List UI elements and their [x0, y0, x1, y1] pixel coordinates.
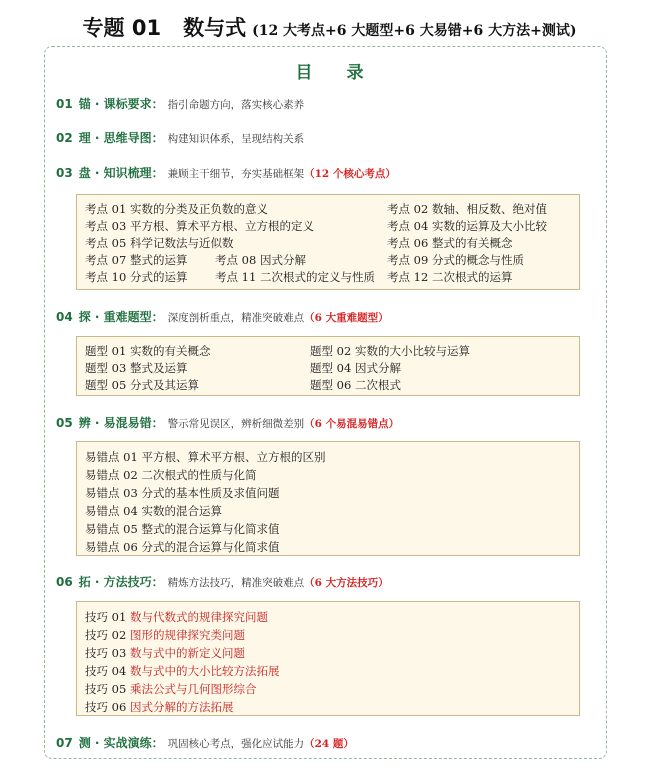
section-number: 03 — [56, 166, 73, 180]
section-desc: 精炼方法技巧，精准突破难点 — [167, 577, 305, 589]
section-number: 04 — [56, 310, 73, 324]
section-03[interactable] — [56, 164, 396, 181]
kaodian-item[interactable]: 考点 11 二次根式的定义与性质 — [215, 270, 375, 284]
yicuo-item[interactable]: 易错点 05 整式的混合运算与化简求值 — [85, 522, 280, 536]
section-desc: 指引命题方向，落实核心素养 — [167, 99, 305, 111]
tixing-item[interactable]: 题型 03 整式及运算 — [85, 361, 188, 375]
title-topic: 数与式 — [183, 16, 247, 40]
section-label: 辨 · 易混易错： — [78, 416, 164, 430]
jiqiao-item[interactable] — [85, 627, 245, 643]
kaodian-item[interactable]: 考点 04 实数的运算及大小比较 — [387, 219, 547, 233]
section-desc: 警示常见误区，辨析细微差别 — [167, 418, 305, 430]
section-label: 探 · 重难题型： — [78, 310, 164, 324]
section-desc: 兼顾主干细节，夯实基础框架 — [167, 168, 305, 180]
section-05[interactable] — [56, 414, 399, 431]
section-label: 拓 · 方法技巧： — [78, 575, 164, 589]
jiqiao-item[interactable] — [85, 609, 268, 625]
jiqiao-prefix: 技巧 01 — [85, 610, 127, 624]
jiqiao-prefix: 技巧 04 — [85, 664, 127, 678]
yicuo-item[interactable]: 易错点 02 二次根式的性质与化简 — [85, 468, 257, 482]
section-07[interactable] — [56, 734, 354, 751]
jiqiao-item[interactable] — [85, 681, 256, 697]
kaodian-item[interactable]: 考点 06 整式的有关概念 — [387, 236, 513, 250]
yicuo-item[interactable]: 易错点 03 分式的基本性质及求值问题 — [85, 486, 280, 500]
section-number: 02 — [56, 131, 73, 145]
kaodian-box — [76, 194, 580, 290]
section-04[interactable] — [56, 308, 389, 325]
section-count-note: （6 大重难题型） — [304, 312, 389, 324]
section-number: 01 — [56, 97, 73, 111]
kaodian-item[interactable]: 考点 02 数轴、相反数、绝对值 — [387, 202, 547, 216]
kaodian-item[interactable]: 考点 12 二次根式的运算 — [387, 270, 513, 284]
kaodian-item[interactable]: 考点 09 分式的概念与性质 — [387, 253, 524, 267]
jiqiao-text: 数与代数式的规律探究问题 — [129, 610, 268, 624]
kaodian-item[interactable]: 考点 10 分式的运算 — [85, 270, 188, 284]
tixing-item[interactable]: 题型 04 因式分解 — [310, 361, 401, 375]
section-label: 锚 · 课标要求： — [78, 97, 164, 111]
yicuo-item[interactable]: 易错点 04 实数的混合运算 — [85, 504, 222, 518]
tixing-item[interactable]: 题型 05 分式及其运算 — [85, 378, 199, 392]
section-desc: 巩固核心考点，强化应试能力 — [167, 738, 305, 750]
tixing-box — [76, 336, 580, 396]
page-title — [0, 12, 659, 42]
jiqiao-text: 因式分解的方法拓展 — [129, 700, 234, 714]
kaodian-item[interactable]: 考点 07 整式的运算 — [85, 253, 188, 267]
toc-heading: 目 录 — [295, 63, 378, 83]
section-number: 07 — [56, 736, 73, 750]
jiqiao-text: 乘法公式与几何图形综合 — [129, 682, 257, 696]
section-count-note: （24 题） — [304, 738, 354, 750]
section-desc: 深度剖析重点，精准突破难点 — [167, 312, 305, 324]
section-number: 06 — [56, 575, 73, 589]
title-subtitle: (12 大考点+6 大题型+6 大易错+6 大方法+测试) — [252, 23, 577, 39]
jiqiao-item[interactable] — [85, 699, 233, 715]
section-02[interactable] — [56, 129, 304, 146]
section-count-note: （6 大方法技巧） — [304, 577, 389, 589]
tixing-item[interactable]: 题型 01 实数的有关概念 — [85, 344, 211, 358]
jiqiao-item[interactable] — [85, 663, 279, 679]
yicuo-item[interactable]: 易错点 06 分式的混合运算与化简求值 — [85, 540, 280, 554]
kaodian-item[interactable]: 考点 03 平方根、算术平方根、立方根的定义 — [85, 219, 314, 233]
section-06[interactable] — [56, 573, 389, 590]
section-count-note: （6 个易混易错点） — [304, 418, 400, 430]
jiqiao-prefix: 技巧 03 — [85, 646, 127, 660]
section-label: 理 · 思维导图： — [78, 131, 164, 145]
kaodian-item[interactable]: 考点 01 实数的分类及正负数的意义 — [85, 202, 268, 216]
jiqiao-item[interactable] — [85, 645, 245, 661]
jiqiao-text: 数与式中的大小比较方法拓展 — [129, 664, 280, 678]
jiqiao-text: 数与式中的新定义问题 — [129, 646, 245, 660]
section-count-note: （12 个核心考点） — [304, 168, 396, 180]
jiqiao-prefix: 技巧 05 — [85, 682, 127, 696]
title-main: 专题 01 — [82, 16, 162, 40]
jiqiao-text: 图形的规律探究类问题 — [129, 628, 245, 642]
kaodian-item[interactable]: 考点 05 科学记数法与近似数 — [85, 236, 234, 250]
kaodian-item[interactable]: 考点 08 因式分解 — [215, 253, 306, 267]
section-number: 05 — [56, 416, 73, 430]
jiqiao-box — [76, 601, 580, 716]
tixing-item[interactable]: 题型 02 实数的大小比较与运算 — [310, 344, 470, 358]
section-label: 盘 · 知识梳理： — [78, 166, 164, 180]
yicuo-box — [76, 441, 580, 556]
yicuo-item[interactable]: 易错点 01 平方根、算术平方根、立方根的区别 — [85, 450, 326, 464]
section-label: 测 · 实战演练： — [78, 736, 164, 750]
section-01[interactable] — [56, 95, 304, 112]
jiqiao-prefix: 技巧 02 — [85, 628, 127, 642]
jiqiao-prefix: 技巧 06 — [85, 700, 127, 714]
tixing-item[interactable]: 题型 06 二次根式 — [310, 378, 401, 392]
section-desc: 构建知识体系，呈现结构关系 — [167, 133, 305, 145]
